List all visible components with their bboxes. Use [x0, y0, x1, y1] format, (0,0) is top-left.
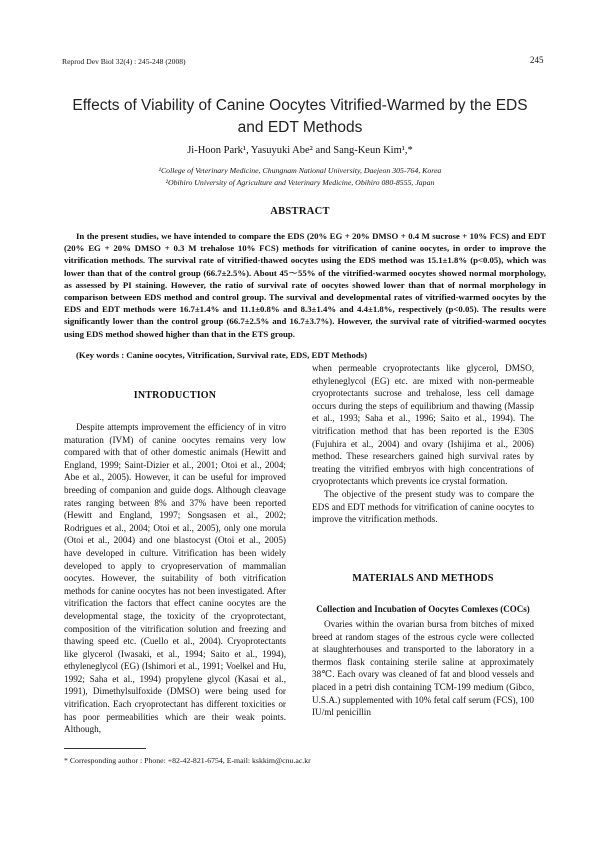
paper-title	[40, 95, 560, 139]
page-number: 245	[530, 55, 544, 65]
keywords: (Key words : Canine oocytes, Vitrification, Survival rate, EDS, EDT Methods)	[76, 350, 368, 360]
right-column-top	[312, 362, 534, 526]
right-column-methods	[312, 618, 534, 719]
affiliation-2: ²Obihiro University of Agriculture and Veterinary Medicine, Obihiro 080-8555, Japan	[165, 178, 435, 187]
corresponding-author-footnote: * Corresponding author : Phone: +82-42-821-6754, E-mail: kskkim@cnu.ac.kr	[64, 756, 311, 765]
title-line-2: and EDT Methods	[237, 119, 363, 136]
methods-paragraph-1: Ovaries within the ovarian bursa from bitches of mixed breed at random stages of the estrous cycle were collected at slaughterhouses and transported to the laboratory in a thermos flask containing sterile saline at approximately 38℃. Each ovary was cleaned of fat and blood vessels and placed in a petri dish containing TCM-199 medium (Gibco, U.S.A.) supplemented with 10% fetal calf serum (FCS), 100 IU/ml penicillin	[312, 619, 534, 718]
introduction-paragraph-2: The objective of the present study was to compare the EDS and EDT methods for vitrification of canine oocytes to improve the vitrification methods.	[312, 488, 534, 525]
methods-heading: MATERIALS AND METHODS	[352, 573, 494, 584]
methods-subheading: Collection and Incubation of Oocytes Comlexes (COCs)	[316, 604, 530, 614]
title-line-1: Effects of Viability of Canine Oocytes Vitrified-Warmed by the EDS	[72, 97, 528, 114]
introduction-paragraph-1-continued: when permeable cryoprotectants like glycerol, DMSO, ethyleneglycol (EG) etc. are mixed with non-permeable cryoprotectants sucrose and trehalose, less cell damage occurs during the steps of equilibrium and thawing (Massip et al., 1993; Saha et al., 1996; Saito et al., 1994). The vitrification method that has been reported is the E30S (Fujuhira et al., 2004) and ovary (Ishijima et al., 2006) method. These researchers gained high survival rates by treating the vitrified embryos with high concentrations of cryoprotectants which prevents ice crystal formation.	[312, 363, 534, 487]
abstract-heading: ABSTRACT	[270, 206, 330, 217]
introduction-heading: INTRODUCTION	[133, 390, 217, 401]
affiliation-1: ¹College of Veterinary Medicine, Chungnam National University, Daejeon 305-764, Korea	[158, 166, 442, 175]
journal-citation: Reprod Dev Biol 32(4) : 245-248 (2008)	[62, 57, 186, 66]
footnote-divider	[64, 748, 146, 749]
introduction-paragraph-1: Despite attempts improvement the efficiency of in vitro maturation (IVM) of canine oocytes remains very low compared with that of other domestic animals (Hewitt and England, 1999; Saint-Dizier et al., 2001; Otoi et al., 2004; Abe et al., 2005). However, it can be useful for improved breeding of companion and guide dogs. Although cleavage rates ranging between 8% and 37% have been reported (Hewitt and England, 1997; Songsasen et al., 2002; Rodrigues et al., 2004; Otoi et al., 2005), only one morula (Otoi et al., 2004) and one blastocyst (Otoi et al., 2005) have developed in culture. Vitrification has been widely developed to apply to cryopreservation of mammalian oocytes. However, the suitability of both vitrification methods for canine oocytes has not been investigated. After vitrification the factors that effect canine oocytes are the developmental stage, the toxicity of the cryoprotectant, composition of the vitrification solution and freezing and thawing speed etc. (Cuello et al., 2004). Cryoprotectants like glycerol (Iwasaki, et al., 1994; Saito et al., 1994), ethyleneglycol (EG) (Ishimori et al., 1991; Voelkel and Hu, 1992; Saha et al., 1994) propylene glycol (Kasai et al., 1991), Dimethylsulfoxide (DMSO) were being used for vitrification. Each cryoprotectant has different toxicities or has poor permeabilities which are their weak points. Although,	[64, 422, 286, 735]
left-column	[64, 421, 286, 736]
authors: Ji-Hoon Park¹, Yasuyuki Abe² and Sang-Keun Kim¹,*	[187, 145, 413, 156]
abstract-text: In the present studies, we have intended to compare the EDS (20% EG + 20% DMSO + 0.4 M sucrose + 10% FCS) and EDT (20% EG + 20% DMSO + 0.3 M trehalose 10% FCS) methods for vitrification of canine oocytes, in order to improve the vitrification methods. The survival rate of vitrified-thawed oocytes using the EDS method was 15.1±1.8% (p<0.05), which was lower than that of the control group (66.7±2.5%). About 45～55% of the vitrified-warmed oocytes showed normal morphology, as assessed by PI staining. However, the ratio of survival rate of oocytes showed lower than that of normal morphology in comparison between EDS method and control group. The survival and developmental rates of vitrified-warmed oocytes by the EDS and EDT methods were 16.7±1.4% and 11.1±0.8% and 8.3±1.4% and 4.4±1.8%, respectively (p<0.05). The results were significantly lower than the control group (66.7±2.5% and 16.7±3.7%). However, the survival rate of vitrified-warmed oocytes using EDS method showed higher than that in the ETS group.	[64, 231, 546, 339]
